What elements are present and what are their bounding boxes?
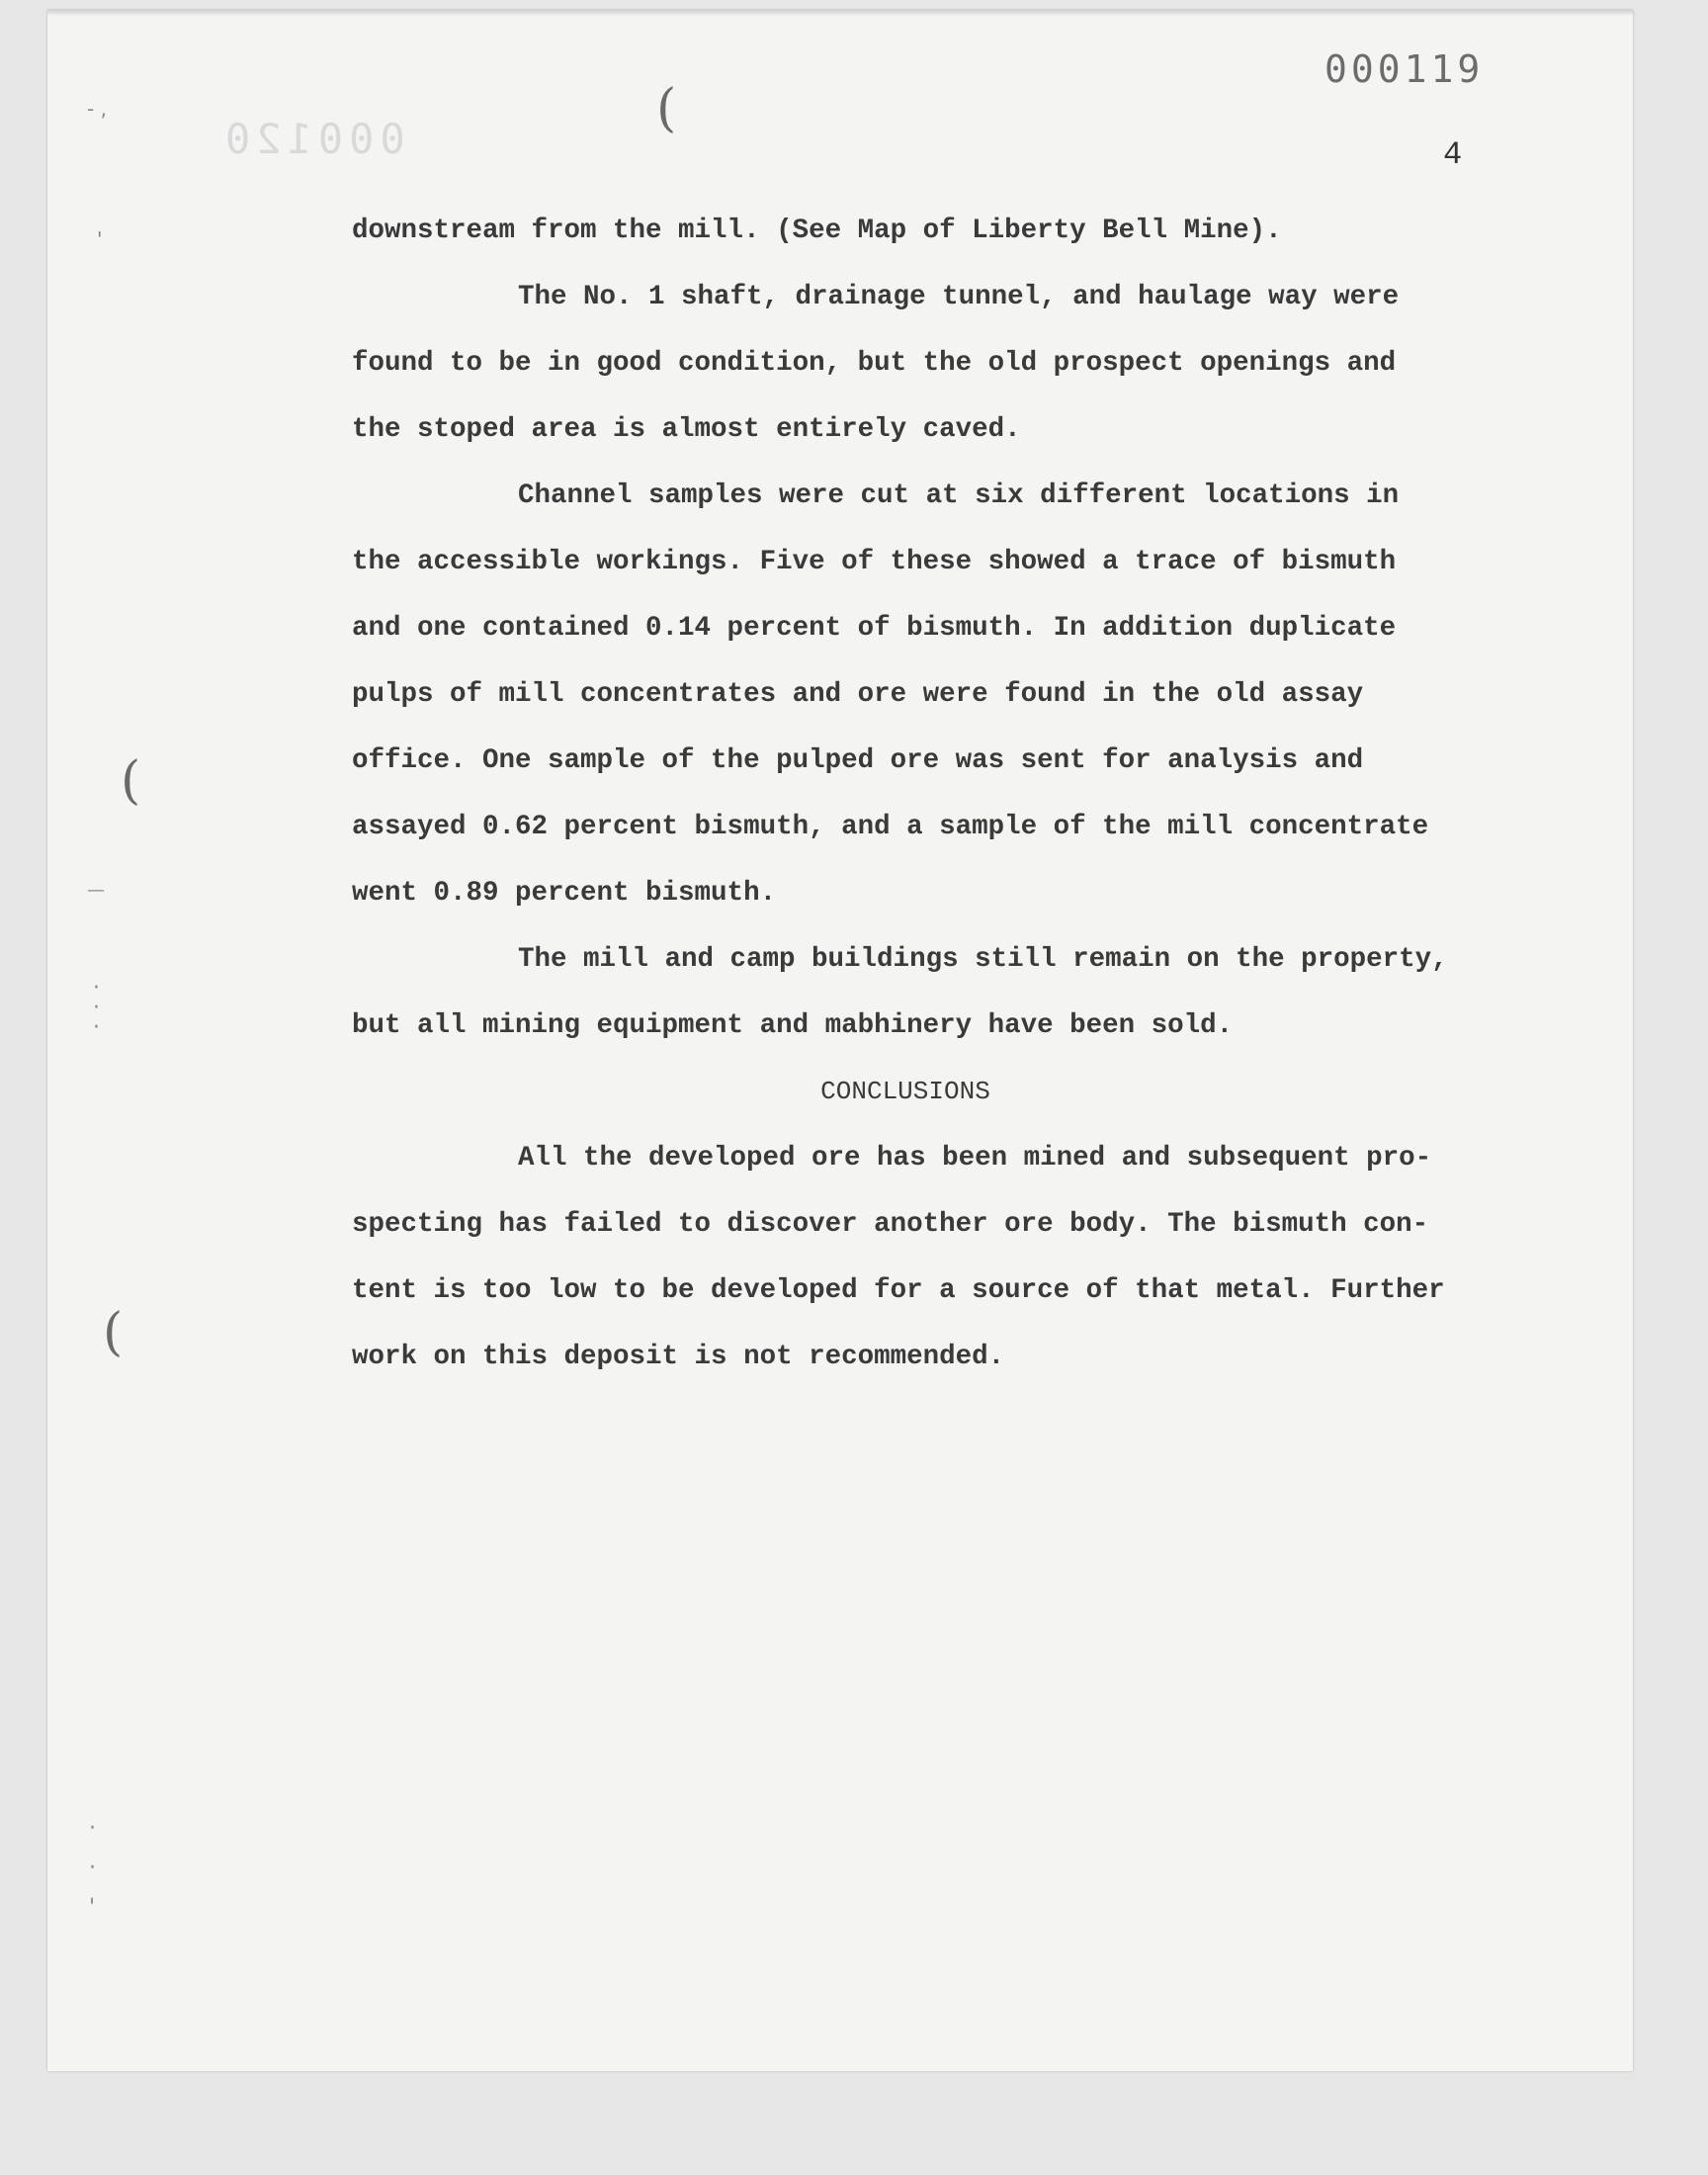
document-body <box>352 198 1498 1390</box>
body-line: and one contained 0.14 percent of bismuth. In addition duplicate <box>352 613 1397 644</box>
bleed-through-stamp: 000120 <box>219 115 405 163</box>
stray-mark: · · · <box>93 976 100 1040</box>
body-line: went 0.89 percent bismuth. <box>352 878 777 909</box>
body-line: the accessible workings. Five of these showed a trace of bismuth <box>352 547 1397 577</box>
body-line: specting has failed to discover another ore body. The bismuth con- <box>352 1209 1429 1240</box>
punch-hole-mark: ( <box>103 1303 124 1362</box>
stray-mark: - , <box>87 97 107 121</box>
body-line: tent is too low to be developed for a source of that metal. Further <box>352 1275 1445 1306</box>
punch-hole-mark: ( <box>656 79 677 138</box>
body-line: the stoped area is almost entirely caved. <box>352 414 1021 445</box>
paragraph-first-line: All the developed ore has been mined and subsequent pro- <box>518 1143 1432 1174</box>
stray-mark: · · ' <box>89 1816 96 1920</box>
document-page <box>47 10 1633 2071</box>
body-line: pulps of mill concentrates and ore were found in the old assay <box>352 679 1364 710</box>
page-number: 4 <box>1443 136 1463 173</box>
body-line: downstream from the mill. (See Map of Liberty Bell Mine). <box>352 216 1282 246</box>
document-stamp-number: 000119 <box>1324 47 1485 91</box>
stray-mark: ' <box>97 227 103 251</box>
paragraph-first-line: The mill and camp buildings still remain on the property, <box>518 944 1448 975</box>
body-line: assayed 0.62 percent bismuth, and a sample of the mill concentrate <box>352 812 1429 842</box>
body-line: but all mining equipment and mabhinery have been sold. <box>352 1010 1234 1041</box>
paragraph-first-line: The No. 1 shaft, drainage tunnel, and haulage way were <box>518 282 1400 312</box>
punch-hole-mark: ( <box>121 751 141 811</box>
section-heading: CONCLUSIONS <box>820 1077 990 1106</box>
body-line: office. One sample of the pulped ore was sent for analysis and <box>352 745 1364 776</box>
body-line: work on this deposit is not recommended. <box>352 1342 1005 1372</box>
stray-mark: — <box>87 880 105 901</box>
paragraph-first-line: Channel samples were cut at six different locations in <box>518 480 1400 511</box>
body-line: found to be in good condition, but the old prospect openings and <box>352 348 1397 379</box>
